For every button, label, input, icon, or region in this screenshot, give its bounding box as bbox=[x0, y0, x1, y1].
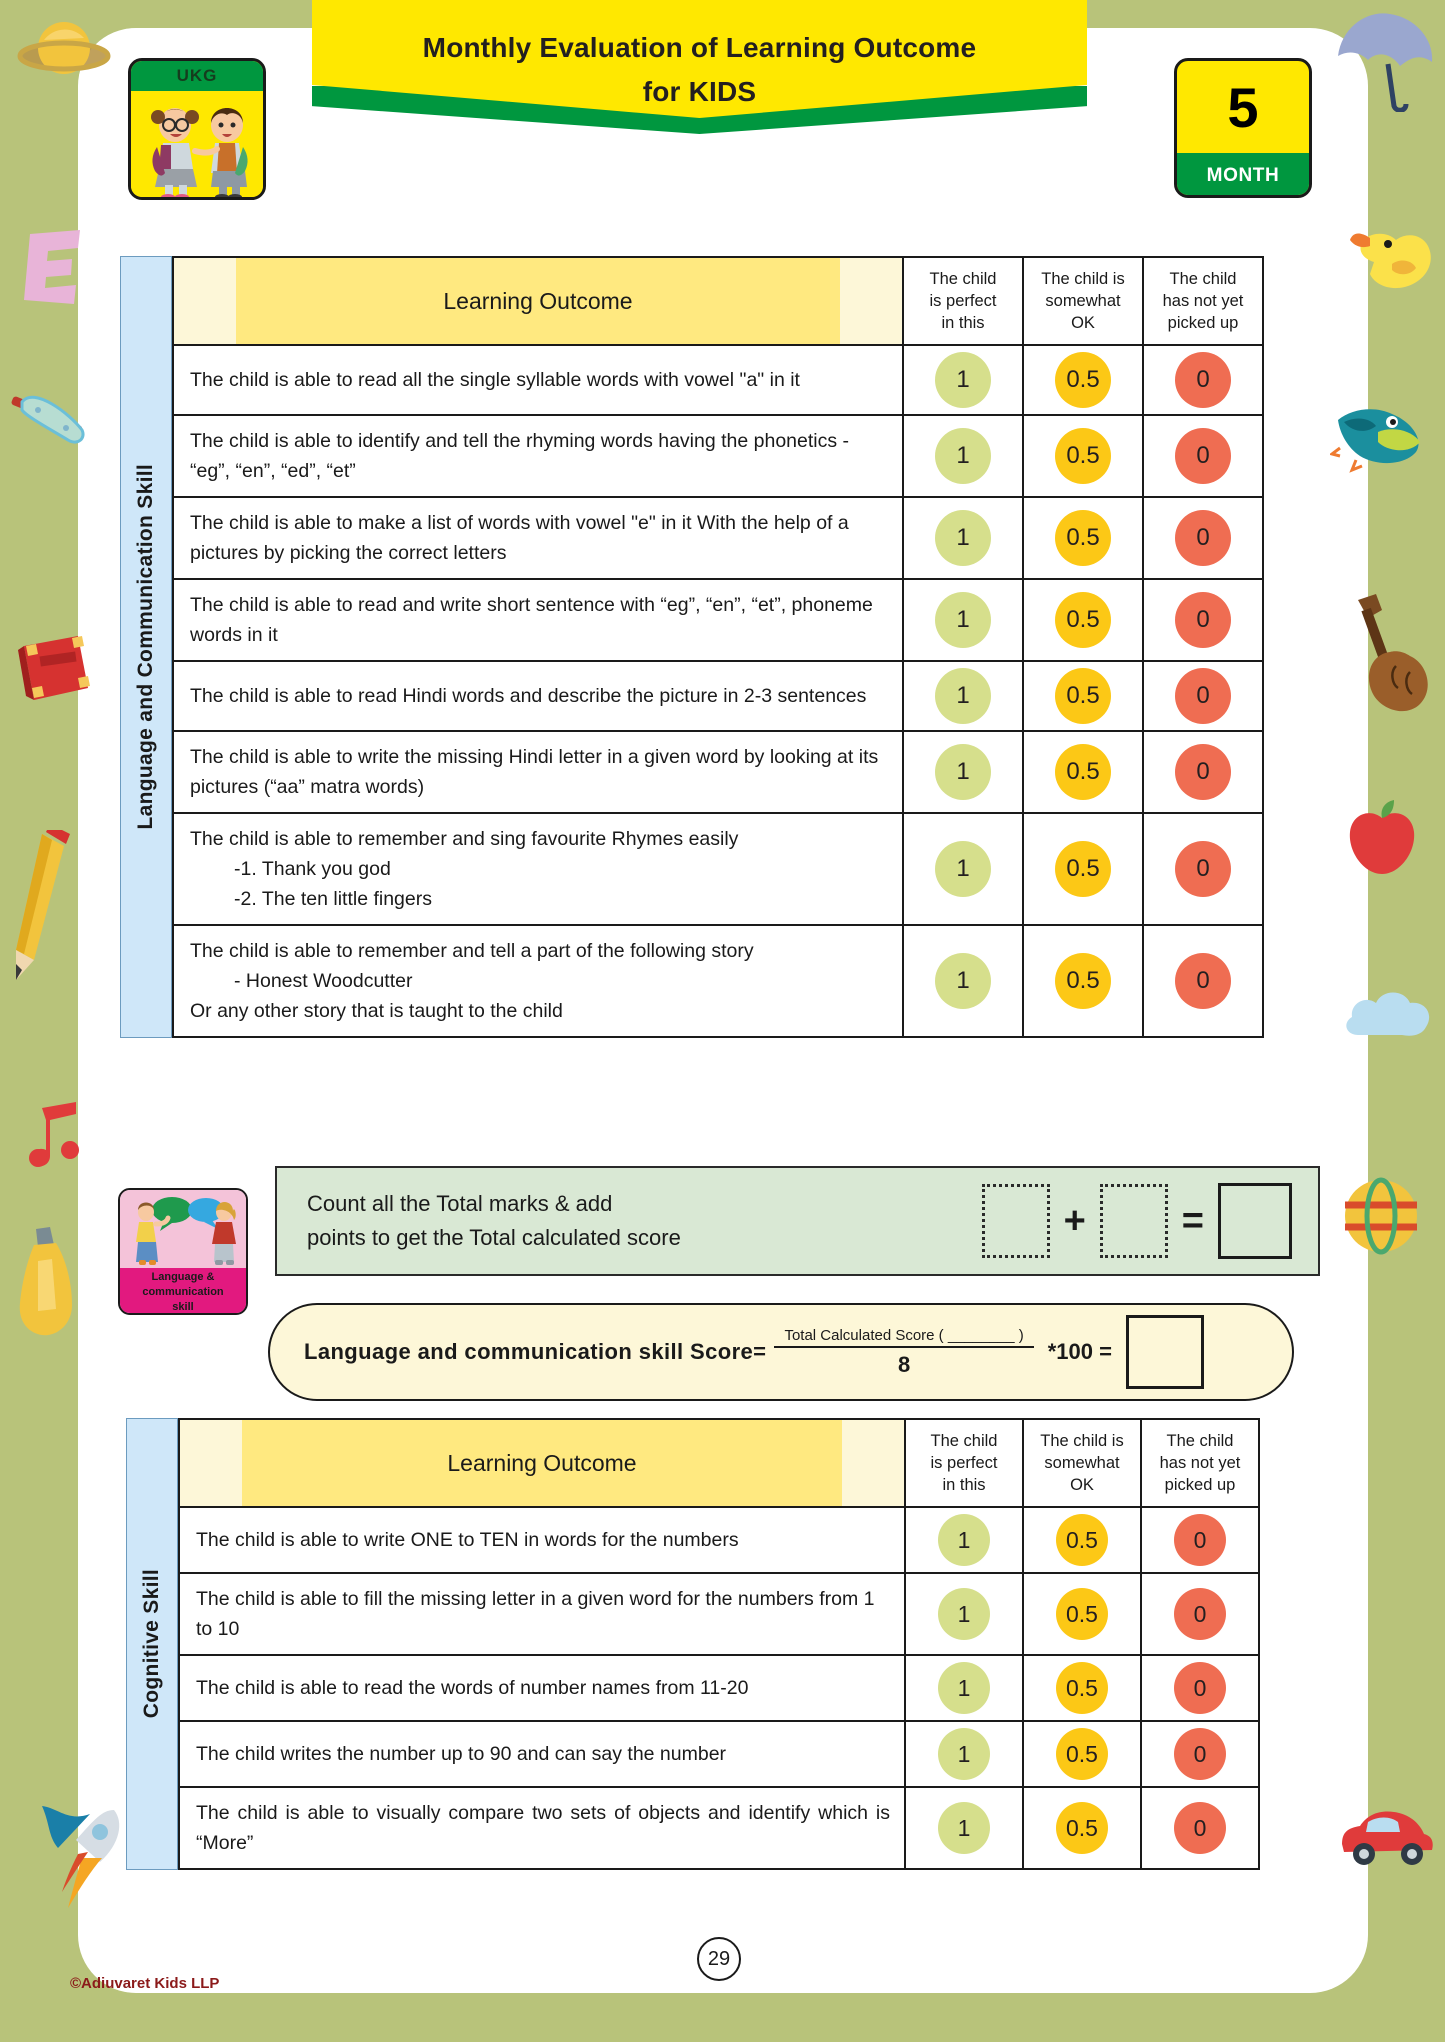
section-language bbox=[120, 256, 1264, 1038]
outcome-cell bbox=[173, 925, 903, 1037]
table-row bbox=[179, 1507, 1259, 1573]
grade-badge bbox=[128, 58, 266, 200]
score-cell-full[interactable] bbox=[903, 813, 1023, 925]
totals-strip bbox=[275, 1166, 1320, 1276]
outcome-text: The child is able to identify and tell the rhyming words having the phonetics - “eg”, “en”, “ed”, “et” bbox=[173, 415, 903, 497]
score-bubble-half[interactable]: 0.5 bbox=[1056, 1514, 1108, 1566]
score-bubble-full[interactable]: 1 bbox=[938, 1588, 990, 1640]
pencil-icon bbox=[6, 830, 78, 990]
page-title bbox=[312, 26, 1087, 114]
score-cell-zero[interactable] bbox=[1141, 1721, 1259, 1787]
outcome-text: The child is able to write the missing Hindi letter in a given word by looking at its pictures (“aa” matra words) bbox=[173, 731, 903, 813]
header-learning-outcome-text: Learning Outcome bbox=[443, 287, 633, 314]
section-side-label-cognitive-text: Cognitive Skill bbox=[140, 1569, 163, 1719]
skill-card-label-l1: Language & bbox=[151, 1271, 215, 1283]
score-cell-zero[interactable] bbox=[1143, 925, 1263, 1037]
formula-label: Language and communication skill Score= bbox=[304, 1339, 767, 1364]
header-somewhat-l1: The child is bbox=[1040, 1432, 1124, 1450]
header-notyet-l3: picked up bbox=[1164, 1476, 1236, 1494]
score-bubble-half[interactable]: 0.5 bbox=[1055, 744, 1111, 800]
score-cell-half[interactable] bbox=[1023, 579, 1143, 661]
outcome-text: The child is able to write ONE to TEN in words for the numbers bbox=[179, 1507, 905, 1573]
cognitive-skill-rows bbox=[179, 1507, 1259, 1869]
header-learning-outcome-text: Learning Outcome bbox=[447, 1449, 637, 1476]
score-bubble-full[interactable]: 1 bbox=[938, 1662, 990, 1714]
header-perfect-l2: is perfect bbox=[930, 1454, 998, 1472]
totals-instruction bbox=[307, 1187, 681, 1255]
table-row bbox=[173, 925, 1263, 1037]
table-row bbox=[179, 1655, 1259, 1721]
copyright-text: ©Adiuvaret Kids LLP bbox=[70, 1975, 220, 1992]
score-cell-half[interactable] bbox=[1023, 925, 1143, 1037]
language-skill-table bbox=[172, 256, 1264, 1038]
language-skill-icon-card bbox=[118, 1188, 248, 1315]
score-bubble-zero[interactable]: 0 bbox=[1174, 1662, 1226, 1714]
outcome-text: The child writes the number up to 90 and can say the number bbox=[179, 1721, 905, 1787]
table-row bbox=[173, 579, 1263, 661]
score-cell-half[interactable] bbox=[1023, 1655, 1141, 1721]
score-bubble-full[interactable]: 1 bbox=[938, 1728, 990, 1780]
month-badge bbox=[1174, 58, 1312, 198]
header-notyet-l1: The child bbox=[1169, 270, 1237, 288]
outcome-text: The child is able to read the words of number names from 11-20 bbox=[179, 1655, 905, 1721]
skill-card-label-l2: communication bbox=[142, 1286, 224, 1298]
formula-fraction bbox=[774, 1327, 1033, 1378]
skill-card-label-l3: skill bbox=[172, 1301, 194, 1313]
header-notyet bbox=[1141, 1419, 1259, 1507]
score-cell-full[interactable] bbox=[903, 925, 1023, 1037]
score-bubble-zero[interactable]: 0 bbox=[1175, 428, 1231, 484]
score-cell-zero[interactable] bbox=[1141, 1507, 1259, 1573]
score-cell-full[interactable] bbox=[905, 1721, 1023, 1787]
score-cell-full[interactable] bbox=[903, 579, 1023, 661]
cognitive-skill-table bbox=[178, 1418, 1260, 1870]
header-perfect-l3: in this bbox=[941, 314, 985, 332]
header-perfect-l2: is perfect bbox=[929, 292, 997, 310]
equals-sign: = bbox=[1181, 1200, 1204, 1242]
score-cell-zero[interactable] bbox=[1143, 345, 1263, 415]
score-cell-zero[interactable] bbox=[1143, 661, 1263, 731]
score-bubble-full[interactable]: 1 bbox=[935, 352, 991, 408]
score-bubble-full[interactable]: 1 bbox=[935, 592, 991, 648]
skill-card-label bbox=[120, 1268, 246, 1315]
score-cell-zero[interactable] bbox=[1141, 1655, 1259, 1721]
table-row bbox=[173, 661, 1263, 731]
score-bubble-half[interactable]: 0.5 bbox=[1055, 428, 1111, 484]
score-cell-half[interactable] bbox=[1023, 1721, 1141, 1787]
total-input-b[interactable] bbox=[1100, 1184, 1168, 1258]
score-cell-half[interactable] bbox=[1023, 813, 1143, 925]
totals-instruction-line2: points to get the Total calculated score bbox=[307, 1225, 681, 1250]
score-bubble-half[interactable]: 0.5 bbox=[1055, 841, 1111, 897]
score-bubble-full[interactable]: 1 bbox=[935, 841, 991, 897]
score-bubble-half[interactable]: 0.5 bbox=[1056, 1588, 1108, 1640]
outcome-subitem: -2. The ten little fingers bbox=[234, 888, 432, 910]
page-number-badge: 29 bbox=[697, 1937, 741, 1981]
score-bubble-zero[interactable]: 0 bbox=[1174, 1588, 1226, 1640]
score-formula-box bbox=[268, 1303, 1294, 1401]
page-header bbox=[312, 0, 1087, 145]
score-cell-half[interactable] bbox=[1023, 415, 1143, 497]
table-header-row bbox=[173, 257, 1263, 345]
table-row bbox=[179, 1787, 1259, 1869]
score-cell-zero[interactable] bbox=[1143, 813, 1263, 925]
score-cell-zero[interactable] bbox=[1143, 731, 1263, 813]
totals-instruction-line1: Count all the Total marks & add bbox=[307, 1191, 613, 1216]
score-cell-half[interactable] bbox=[1023, 1573, 1141, 1655]
header-notyet bbox=[1143, 257, 1263, 345]
table-row bbox=[179, 1721, 1259, 1787]
score-cell-full[interactable] bbox=[905, 1787, 1023, 1869]
score-bubble-zero[interactable]: 0 bbox=[1175, 510, 1231, 566]
page-title-line1: Monthly Evaluation of Learning Outcome bbox=[422, 32, 977, 63]
header-learning-outcome bbox=[173, 257, 903, 345]
totals-inputs bbox=[982, 1183, 1292, 1259]
score-cell-full[interactable] bbox=[903, 731, 1023, 813]
score-bubble-full[interactable]: 1 bbox=[935, 744, 991, 800]
month-number: 5 bbox=[1227, 75, 1259, 139]
grade-badge-label: UKG bbox=[131, 61, 263, 91]
score-cell-half[interactable] bbox=[1023, 731, 1143, 813]
letter-e-icon bbox=[22, 228, 84, 306]
header-notyet-l3: picked up bbox=[1167, 314, 1239, 332]
plus-sign: + bbox=[1063, 1200, 1086, 1242]
score-bubble-zero[interactable]: 0 bbox=[1175, 841, 1231, 897]
score-bubble-zero[interactable]: 0 bbox=[1174, 1514, 1226, 1566]
score-cell-half[interactable] bbox=[1023, 1787, 1141, 1869]
score-bubble-full[interactable]: 1 bbox=[938, 1802, 990, 1854]
score-cell-full[interactable] bbox=[903, 345, 1023, 415]
outcome-subitem: -1. Thank you god bbox=[234, 858, 391, 880]
score-bubble-half[interactable]: 0.5 bbox=[1055, 352, 1111, 408]
score-cell-half[interactable] bbox=[1023, 1507, 1141, 1573]
header-perfect bbox=[905, 1419, 1023, 1507]
score-cell-full[interactable] bbox=[903, 497, 1023, 579]
header-somewhat-l2: somewhat bbox=[1045, 292, 1121, 310]
table-row bbox=[173, 497, 1263, 579]
outcome-text: The child is able to remember and sing favourite Rhymes easily bbox=[190, 828, 739, 850]
score-bubble-full[interactable]: 1 bbox=[935, 510, 991, 566]
formula-multiplier: *100 = bbox=[1047, 1339, 1112, 1364]
total-result-box[interactable] bbox=[1218, 1183, 1292, 1259]
table-row bbox=[173, 731, 1263, 813]
score-bubble-zero[interactable]: 0 bbox=[1175, 592, 1231, 648]
header-perfect-l1: The child bbox=[930, 1432, 998, 1450]
score-bubble-full[interactable]: 1 bbox=[935, 953, 991, 1009]
formula-numerator[interactable]: Total Calculated Score ( ________ ) bbox=[774, 1327, 1033, 1348]
score-bubble-full[interactable]: 1 bbox=[938, 1514, 990, 1566]
outcome-footnote: Or any other story that is taught to the child bbox=[190, 1000, 563, 1022]
score-bubble-zero[interactable]: 0 bbox=[1175, 352, 1231, 408]
header-learning-outcome bbox=[179, 1419, 905, 1507]
score-cell-full[interactable] bbox=[905, 1573, 1023, 1655]
score-cell-zero[interactable] bbox=[1143, 415, 1263, 497]
score-bubble-half[interactable]: 0.5 bbox=[1056, 1728, 1108, 1780]
table-row bbox=[173, 813, 1263, 925]
score-bubble-half[interactable]: 0.5 bbox=[1055, 592, 1111, 648]
page-title-line2: for KIDS bbox=[642, 76, 757, 107]
header-notyet-l1: The child bbox=[1166, 1432, 1234, 1450]
score-cell-full[interactable] bbox=[905, 1507, 1023, 1573]
score-bubble-zero[interactable]: 0 bbox=[1175, 744, 1231, 800]
table-row bbox=[173, 345, 1263, 415]
total-input-a[interactable] bbox=[982, 1184, 1050, 1258]
score-bubble-zero[interactable]: 0 bbox=[1175, 668, 1231, 724]
score-cell-zero[interactable] bbox=[1143, 497, 1263, 579]
month-label: MONTH bbox=[1177, 153, 1309, 198]
table-row bbox=[173, 415, 1263, 497]
conversation-illustration bbox=[120, 1190, 246, 1268]
bottle-icon bbox=[10, 1225, 82, 1343]
outcome-text: The child is able to remember and tell a part of the following story bbox=[190, 940, 754, 962]
score-cell-half[interactable] bbox=[1023, 345, 1143, 415]
score-bubble-full[interactable]: 1 bbox=[935, 668, 991, 724]
outcome-cell bbox=[173, 813, 903, 925]
outcome-text: The child is able to make a list of words with vowel "e" in it With the help of a pictures by picking the correct letters bbox=[173, 497, 903, 579]
outcome-subitem: - Honest Woodcutter bbox=[234, 970, 413, 992]
header-perfect-l3: in this bbox=[942, 1476, 986, 1494]
score-cell-zero[interactable] bbox=[1141, 1787, 1259, 1869]
outcome-text: The child is able to read and write short sentence with “eg”, “en”, “et”, phoneme words in it bbox=[173, 579, 903, 661]
formula-denominator: 8 bbox=[897, 1351, 911, 1377]
score-cell-full[interactable] bbox=[903, 415, 1023, 497]
section-side-label-language-text: Language and Communication Skill bbox=[134, 464, 157, 830]
header-somewhat-l2: somewhat bbox=[1044, 1454, 1120, 1472]
header-somewhat-l1: The child is bbox=[1041, 270, 1125, 288]
kids-illustration bbox=[131, 91, 263, 200]
score-bubble-zero[interactable]: 0 bbox=[1175, 953, 1231, 1009]
header-somewhat bbox=[1023, 1419, 1141, 1507]
score-bubble-full[interactable]: 1 bbox=[935, 428, 991, 484]
score-bubble-half[interactable]: 0.5 bbox=[1056, 1802, 1108, 1854]
score-bubble-half[interactable]: 0.5 bbox=[1055, 668, 1111, 724]
header-notyet-l2: has not yet bbox=[1159, 1454, 1241, 1472]
score-cell-full[interactable] bbox=[905, 1655, 1023, 1721]
section-side-label-cognitive bbox=[126, 1418, 178, 1870]
score-cell-zero[interactable] bbox=[1143, 579, 1263, 661]
outcome-text: The child is able to read Hindi words and describe the picture in 2-3 sentences bbox=[173, 661, 903, 731]
section-cognitive bbox=[126, 1418, 1260, 1870]
outcome-text: The child is able to visually compare two sets of objects and identify which is “More” bbox=[179, 1787, 905, 1869]
outcome-text: The child is able to fill the missing letter in a given word for the numbers from 1 to 10 bbox=[179, 1573, 905, 1655]
score-cell-full[interactable] bbox=[903, 661, 1023, 731]
header-somewhat-l3: OK bbox=[1070, 1476, 1094, 1494]
table-header-row bbox=[179, 1419, 1259, 1507]
score-bubble-half[interactable]: 0.5 bbox=[1055, 953, 1111, 1009]
header-perfect bbox=[903, 257, 1023, 345]
score-bubble-zero[interactable]: 0 bbox=[1174, 1802, 1226, 1854]
outcome-text: The child is able to read all the single syllable words with vowel "a" in it bbox=[173, 345, 903, 415]
table-row bbox=[179, 1573, 1259, 1655]
score-cell-half[interactable] bbox=[1023, 497, 1143, 579]
section-side-label-language bbox=[120, 256, 172, 1038]
formula-result-box[interactable] bbox=[1126, 1315, 1204, 1389]
header-somewhat-l3: OK bbox=[1071, 314, 1095, 332]
score-bubble-half[interactable]: 0.5 bbox=[1055, 510, 1111, 566]
score-bubble-zero[interactable]: 0 bbox=[1174, 1728, 1226, 1780]
header-somewhat bbox=[1023, 257, 1143, 345]
header-perfect-l1: The child bbox=[929, 270, 997, 288]
score-bubble-half[interactable]: 0.5 bbox=[1056, 1662, 1108, 1714]
language-skill-rows bbox=[173, 345, 1263, 1037]
score-cell-half[interactable] bbox=[1023, 661, 1143, 731]
score-cell-zero[interactable] bbox=[1141, 1573, 1259, 1655]
header-notyet-l2: has not yet bbox=[1162, 292, 1244, 310]
